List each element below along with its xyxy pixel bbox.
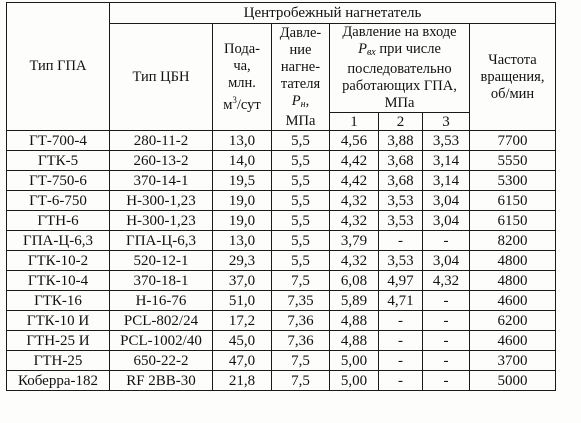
cell-inlet-pressure-3: 3,04	[423, 251, 470, 271]
cell-inlet-pressure-1: 4,88	[330, 311, 379, 331]
header-discharge-line1: Давле-	[279, 24, 322, 41]
cell-inlet-pressure-3: -	[423, 371, 470, 391]
cell-gpa-type: ГТК-10-2	[7, 251, 110, 271]
header-speed-line2: вращения,	[480, 68, 545, 85]
header-inlet-line4: работающих ГПА,	[342, 78, 457, 94]
cell-cbn-type: Н-300-1,23	[110, 211, 213, 231]
cell-discharge-pressure: 7,5	[272, 371, 330, 391]
cell-inlet-pressure-1: 4,88	[330, 331, 379, 351]
cell-rotation-speed: 6200	[470, 311, 556, 331]
cell-rotation-speed: 7700	[470, 131, 556, 151]
cell-gpa-type: ГТ-750-6	[7, 171, 110, 191]
cell-gpa-type: ГТН-25 И	[7, 331, 110, 351]
cell-gpa-type: Коберра-182	[7, 371, 110, 391]
cell-cbn-type: Н-16-76	[110, 291, 213, 311]
header-inlet-symbol: P	[358, 41, 367, 57]
cell-cbn-type: PCL-802/24	[110, 311, 213, 331]
cell-discharge-pressure: 7,36	[272, 311, 330, 331]
cell-inlet-pressure-2: 3,68	[379, 171, 423, 191]
header-inlet-count-1: 1	[330, 113, 379, 131]
header-discharge-unit: МПа	[285, 112, 316, 129]
cell-rotation-speed: 6150	[470, 191, 556, 211]
cell-inlet-pressure-3: 3,04	[423, 191, 470, 211]
cell-rotation-speed: 6150	[470, 211, 556, 231]
table-row	[7, 231, 556, 251]
header-inlet-pressure	[330, 24, 470, 113]
cell-inlet-pressure-2: -	[379, 371, 423, 391]
cell-supply: 37,0	[213, 271, 272, 291]
table-row	[7, 311, 556, 331]
cell-inlet-pressure-1: 4,42	[330, 171, 379, 191]
header-supply-line2: ча,	[233, 57, 251, 74]
header-discharge-line3: нагне-	[280, 58, 321, 75]
cell-gpa-type: ГТК-10-4	[7, 271, 110, 291]
table-row	[7, 251, 556, 271]
cell-inlet-pressure-2: 3,53	[379, 251, 423, 271]
cell-inlet-pressure-1: 4,32	[330, 211, 379, 231]
cell-cbn-type: 650-22-2	[110, 351, 213, 371]
header-inlet-symbol-sub: вх	[366, 47, 376, 58]
cell-inlet-pressure-1: 5,89	[330, 291, 379, 311]
cell-discharge-pressure: 5,5	[272, 171, 330, 191]
cell-rotation-speed: 4600	[470, 331, 556, 351]
cell-gpa-type: ГТ-6-750	[7, 191, 110, 211]
cell-inlet-pressure-3: 3,53	[423, 131, 470, 151]
cell-inlet-pressure-1: 4,42	[330, 151, 379, 171]
cell-inlet-pressure-2: 3,53	[379, 191, 423, 211]
cell-discharge-pressure: 7,5	[272, 271, 330, 291]
cell-inlet-pressure-2: 4,97	[379, 271, 423, 291]
cell-cbn-type: 370-18-1	[110, 271, 213, 291]
cell-supply: 17,2	[213, 311, 272, 331]
cell-inlet-pressure-3: 3,14	[423, 151, 470, 171]
cell-inlet-pressure-2: -	[379, 351, 423, 371]
header-centrifugal-blower: Центробежный нагнетатель	[110, 3, 556, 24]
cell-inlet-pressure-2: -	[379, 231, 423, 251]
header-supply-line1: Пода-	[224, 40, 260, 57]
cell-gpa-type: ГТН-25	[7, 351, 110, 371]
table-row	[7, 291, 556, 311]
cell-inlet-pressure-2: -	[379, 331, 423, 351]
gpa-parameters-table	[6, 2, 556, 391]
header-supply-unit-base: м	[223, 96, 233, 113]
header-rotation-speed	[470, 24, 556, 131]
cell-inlet-pressure-3: -	[423, 291, 470, 311]
cell-supply: 14,0	[213, 151, 272, 171]
cell-cbn-type: RF 2BB-30	[110, 371, 213, 391]
cell-rotation-speed: 5550	[470, 151, 556, 171]
cell-supply: 51,0	[213, 291, 272, 311]
cell-inlet-pressure-3: -	[423, 351, 470, 371]
cell-inlet-pressure-3: 3,14	[423, 171, 470, 191]
cell-inlet-pressure-2: 3,88	[379, 131, 423, 151]
cell-rotation-speed: 4600	[470, 291, 556, 311]
cell-inlet-pressure-1: 4,32	[330, 191, 379, 211]
header-inlet-count-3: 3	[423, 113, 470, 131]
cell-inlet-pressure-3: 4,32	[423, 271, 470, 291]
header-speed-line1: Частота	[488, 51, 537, 68]
cell-discharge-pressure: 5,5	[272, 191, 330, 211]
header-discharge-pressure: Давле- ние нагне- тателя $P_н$, МПа	[272, 24, 330, 131]
header-inlet-line1: Давление на входе	[342, 24, 457, 40]
cell-discharge-pressure: 7,36	[272, 331, 330, 351]
cell-inlet-pressure-3: 3,04	[423, 211, 470, 231]
cell-discharge-pressure: 5,5	[272, 231, 330, 251]
cell-supply: 19,0	[213, 191, 272, 211]
cell-supply: 13,0	[213, 131, 272, 151]
header-type-cbn: Тип ЦБН	[110, 24, 213, 131]
header-discharge-line2: ние	[289, 41, 312, 58]
cell-inlet-pressure-1: 6,08	[330, 271, 379, 291]
cell-discharge-pressure: 7,5	[272, 351, 330, 371]
cell-cbn-type: PCL-1002/40	[110, 331, 213, 351]
cell-cbn-type: 520-12-1	[110, 251, 213, 271]
header-type-gpa: Тип ГПА	[7, 3, 110, 131]
cell-inlet-pressure-1: 4,32	[330, 251, 379, 271]
cell-rotation-speed: 8200	[470, 231, 556, 251]
table-row	[7, 131, 556, 151]
cell-supply: 47,0	[213, 351, 272, 371]
header-inlet-line2-tail: при числе	[375, 41, 441, 57]
cell-discharge-pressure: 5,5	[272, 251, 330, 271]
table-row	[7, 191, 556, 211]
cell-inlet-pressure-2: 3,68	[379, 151, 423, 171]
header-supply-unit-exp: 3	[232, 94, 237, 105]
cell-inlet-pressure-3: -	[423, 231, 470, 251]
table-row	[7, 351, 556, 371]
cell-discharge-pressure: 7,35	[272, 291, 330, 311]
cell-inlet-pressure-1: 4,56	[330, 131, 379, 151]
header-discharge-line4: тателя	[280, 75, 321, 92]
cell-cbn-type: 370-14-1	[110, 171, 213, 191]
cell-cbn-type: 260-13-2	[110, 151, 213, 171]
cell-rotation-speed: 5300	[470, 171, 556, 191]
cell-inlet-pressure-2: -	[379, 311, 423, 331]
cell-inlet-pressure-2: 3,53	[379, 211, 423, 231]
header-supply	[213, 24, 272, 131]
table-row	[7, 211, 556, 231]
table-row	[7, 171, 556, 191]
table-row	[7, 371, 556, 391]
header-discharge-symbol-sub: н	[300, 98, 306, 110]
cell-inlet-pressure-1: 3,79	[330, 231, 379, 251]
cell-supply: 13,0	[213, 231, 272, 251]
cell-inlet-pressure-3: -	[423, 311, 470, 331]
cell-gpa-type: ГПА-Ц-6,3	[7, 231, 110, 251]
cell-inlet-pressure-3: -	[423, 331, 470, 351]
cell-gpa-type: ГТК-10 И	[7, 311, 110, 331]
table-row	[7, 151, 556, 171]
header-discharge-symbol: P	[291, 92, 301, 109]
cell-rotation-speed: 3700	[470, 351, 556, 371]
cell-discharge-pressure: 5,5	[272, 131, 330, 151]
cell-gpa-type: ГТК-16	[7, 291, 110, 311]
header-inlet-line5: МПа	[384, 95, 415, 111]
table-row	[7, 331, 556, 351]
table-row	[7, 271, 556, 291]
cell-discharge-pressure: 5,5	[272, 151, 330, 171]
header-inlet-count-2: 2	[379, 113, 423, 131]
cell-gpa-type: ГТН-6	[7, 211, 110, 231]
cell-supply: 19,5	[213, 171, 272, 191]
cell-supply: 29,3	[213, 251, 272, 271]
cell-cbn-type: ГПА-Ц-6,3	[110, 231, 213, 251]
cell-inlet-pressure-1: 5,00	[330, 351, 379, 371]
cell-inlet-pressure-1: 5,00	[330, 371, 379, 391]
header-supply-line3: млн.	[228, 74, 256, 91]
cell-rotation-speed: 4800	[470, 271, 556, 291]
header-speed-line3: об/мин	[490, 85, 535, 102]
cell-cbn-type: 280-11-2	[110, 131, 213, 151]
cell-rotation-speed: 4800	[470, 251, 556, 271]
cell-rotation-speed: 5000	[470, 371, 556, 391]
cell-gpa-type: ГТК-5	[7, 151, 110, 171]
cell-supply: 19,0	[213, 211, 272, 231]
header-inlet-line3: последовательно	[347, 61, 452, 77]
cell-inlet-pressure-2: 4,71	[379, 291, 423, 311]
header-supply-unit-tail: /сут	[236, 96, 261, 113]
cell-cbn-type: Н-300-1,23	[110, 191, 213, 211]
cell-supply: 45,0	[213, 331, 272, 351]
cell-gpa-type: ГТ-700-4	[7, 131, 110, 151]
cell-supply: 21,8	[213, 371, 272, 391]
cell-discharge-pressure: 5,5	[272, 211, 330, 231]
